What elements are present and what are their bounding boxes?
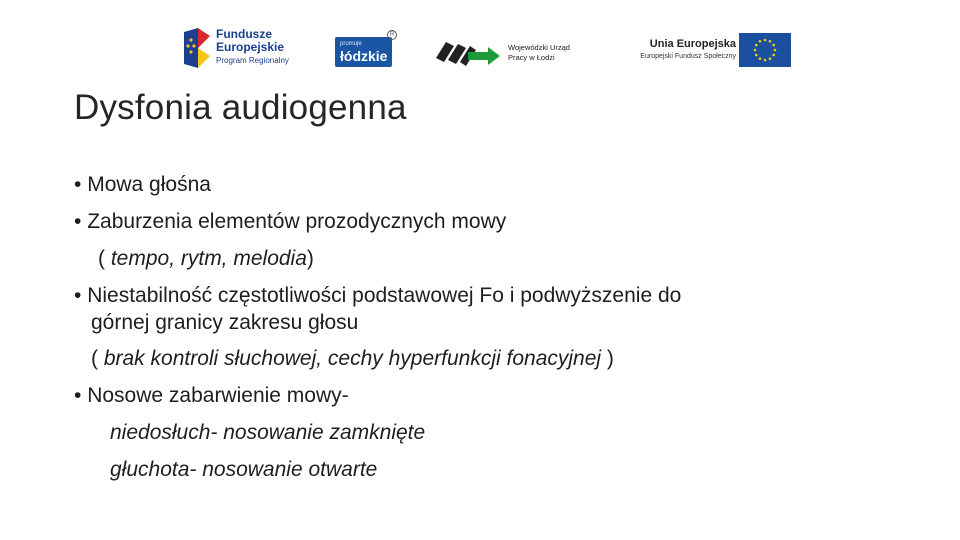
bullet-1 bbox=[74, 174, 211, 195]
wup-line1: Wojewódzki Urząd bbox=[508, 43, 570, 52]
slide-title: Dysfonia audiogenna bbox=[74, 88, 407, 127]
bullet-4-text: Nosowe zabarwienie mowy- bbox=[87, 384, 349, 407]
bullet-4-subline-1: niedosłuch- nosowanie zamknięte bbox=[110, 421, 426, 444]
bullet-marker: • bbox=[74, 384, 82, 407]
paren-close: ) bbox=[306, 247, 314, 270]
lodzkie-big-text: łódzkie bbox=[340, 48, 388, 64]
ue-line2: Europejski Fundusz Społeczny bbox=[640, 53, 736, 60]
bullet-2 bbox=[74, 211, 506, 232]
paren-close: ) bbox=[601, 347, 614, 370]
bullet-marker: • bbox=[74, 173, 82, 196]
eu-flag-icon bbox=[739, 33, 791, 67]
ue-line1: Unia Europejska bbox=[649, 38, 736, 50]
fundusze-line1: Fundusze bbox=[216, 27, 272, 41]
lodzkie-small-text: promuje bbox=[340, 41, 362, 47]
bullet-3-subline bbox=[91, 348, 614, 369]
fundusze-europejskie-logo-icon bbox=[182, 26, 212, 70]
registered-mark: R bbox=[387, 30, 397, 40]
bullet-3-text: Niestabilność częstotliwości podstawowej Fo i podwyższenie do bbox=[87, 284, 682, 307]
logo-bar bbox=[0, 0, 960, 80]
bullet-1-text: Mowa głośna bbox=[87, 173, 211, 196]
bullet-2-text: Zaburzenia elementów prozodycznych mowy bbox=[87, 210, 507, 233]
wup-logo-icon bbox=[434, 38, 502, 68]
bullet-marker: • bbox=[74, 210, 82, 233]
fundusze-line2: Europejskie bbox=[216, 40, 285, 54]
paren-open: ( bbox=[91, 347, 104, 370]
bullet-2-sub-italic: tempo, rytm, melodia bbox=[110, 247, 307, 270]
paren-open: ( bbox=[98, 247, 111, 270]
unia-europejska-text bbox=[618, 38, 736, 60]
lodzkie-logo bbox=[335, 37, 392, 67]
wup-line2: Pracy w Łodzi bbox=[508, 52, 555, 62]
fundusze-europejskie-text bbox=[216, 28, 289, 65]
bullet-3 bbox=[74, 285, 681, 306]
bullet-3-sub-italic: brak kontroli słuchowej, cechy hyperfunkcji fonacyjnej bbox=[103, 347, 602, 370]
bullet-4-subline-2: głuchota- nosowanie otwarte bbox=[110, 458, 378, 481]
bullet-marker: • bbox=[74, 284, 82, 307]
bullet-3-continuation: górnej granicy zakresu głosu bbox=[91, 311, 359, 334]
fundusze-line3: Program Regionalny bbox=[216, 56, 289, 65]
wup-text bbox=[508, 43, 570, 63]
bullet-4 bbox=[74, 385, 349, 406]
bullet-2-subline bbox=[98, 248, 314, 269]
